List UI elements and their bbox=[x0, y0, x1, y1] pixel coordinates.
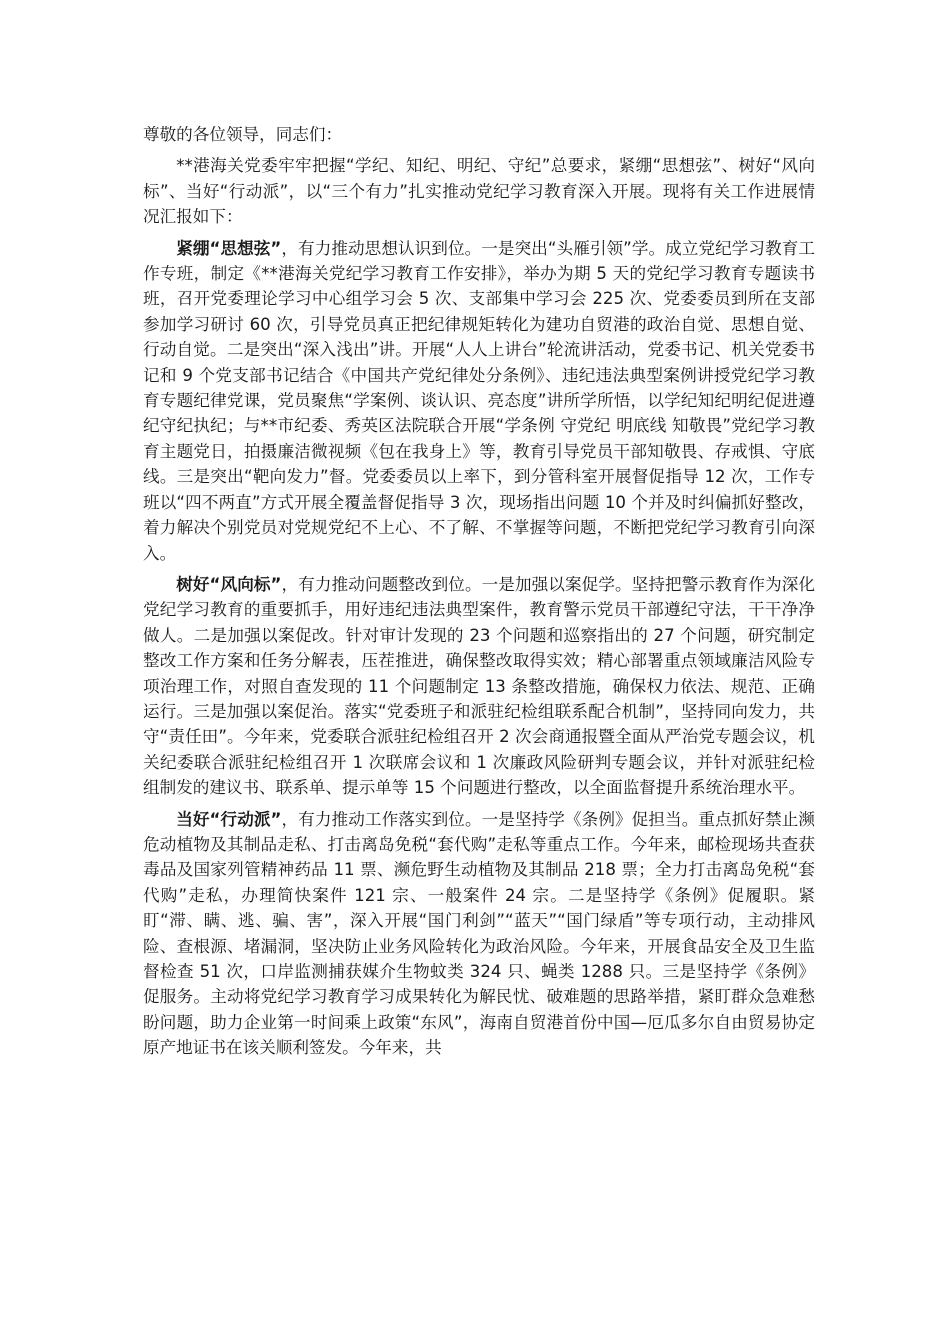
intro-paragraph: **港海关党委牢牢把握“学纪、知纪、明纪、守纪”总要求，紧绷“思想弦”、树好“风向标”、当好“行动派”，以“三个有力”扎实推动党纪学习教育深入开展。现将有关工作进展情况汇报如下： bbox=[143, 156, 815, 227]
greeting: 尊敬的各位领导，同志们： bbox=[143, 125, 343, 144]
section-heading-3: 当好“行动派” bbox=[176, 809, 282, 829]
section-body-2: ，有力推动问题整改到位。一是加强以案促学。坚持把警示教育作为深化党纪学习教育的重要抓手，用好违纪违法典型案件，教育警示党员干部遵纪守法，干干净净做人。二是加强以案促改。针对审计发现的 23 个问题和巡察指出的 27 个问题，研究制定整改工作方案和任务分解表，压茬推进，确保整改取得实效；精心部署重点领域廉洁风险专项治理工作，对照自查发现的 11 个问题制定 13 条整改措施，确保权力依法、规范、正确运行。三是加强以案促治。落实“党委班子和派驻纪检组联系配合机制”，坚持同向发力，共守“责任田”。今年来，党委联合派驻纪检组召开 2 次会商通报暨全面从严治党专题会议，机关纪委联合派驻纪检组召开 1 次联席会议和 1 次廉政风险研判专题会议，并针对派驻纪检组制发的建议书、联系单、提示单等 15 个问题进行整改，以全面监督提升系统治理水平。 bbox=[143, 574, 816, 798]
section-heading-1: 紧绷“思想弦” bbox=[176, 238, 282, 258]
section-heading-2: 树好“风向标” bbox=[176, 574, 282, 594]
section-paragraph-2 bbox=[143, 572, 815, 801]
section-body-1: ，有力推动思想认识到位。一是突出“头雁引领”学。成立党纪学习教育工作专班，制定《**港海关党纪学习教育工作安排》，举办为期 5 天的党纪学习教育专题读书班，召开党委理论学习中心组学习会 5 次、支部集中学习会 225 次、党委委员到所在支部参加学习研讨 60 次，引导党员真正把纪律规矩转化为建功自贸港的政治自觉、思想自觉、行动自觉。二是突出“深入浅出”讲。开展“人人上讲台”轮流讲活动，党委书记、机关党委书记和 9 个党支部书记结合《中国共产党纪律处分条例》、违纪违法典型案例讲授党纪学习教育专题纪律党课，党员聚焦“学案例、谈认识、亮态度”讲所学所悟，以学纪知纪明纪促进遵纪守纪执纪；与**市纪委、秀英区法院联合开展“学条例 守党纪 明底线 知敬畏”党纪学习教育主题党日，拍摄廉洁微视频《包在我身上》等，教育引导党员干部知敬畏、存戒惧、守底线。三是突出“靶向发力”督。党委委员以上率下，到分管科室开展督促指导 12 次，工作专班以“四不两直”方式开展全覆盖督促指导 3 次，现场指出问题 10 个并及时纠偏抓好整改，着力解决个别党员对党规党纪不上心、不了解、不掌握等问题，不断把党纪学习教育引向深入。 bbox=[143, 238, 815, 563]
document-page bbox=[143, 122, 815, 1067]
section-paragraph-1 bbox=[143, 236, 815, 566]
section-paragraph-3 bbox=[143, 807, 815, 1061]
section-body-3: ，有力推动工作落实到位。一是坚持学《条例》促担当。重点抓好禁止濒危动植物及其制品走私、打击离岛免税“套代购”走私等重点工作。今年来，邮检现场共查获毒品及国家列管精神药品 11 票、濒危野生动植物及其制品 218 票；全力打击离岛免税“套代购”走私，办理简快案件 121 宗、一般案件 24 宗。二是坚持学《条例》促履职。紧盯“滞、瞒、逃、骗、害”，深入开展“国门利剑”“蓝天”“国门绿盾”等专项行动，主动排风险、查根源、堵漏洞，坚决防止业务风险转化为政治风险。今年来，开展食品安全及卫生监督检查 51 次，口岸监测捕获媒介生物蚊类 324 只、蝇类 1288 只。三是坚持学《条例》促服务。主动将党纪学习教育学习成果转化为解民忧、破难题的思路举措，紧盯群众急难愁盼问题，助力企业第一时间乘上政策“东风”，海南自贸港首份中国—厄瓜多尔自由贸易协定原产地证书在该关顺利签发。今年来，共 bbox=[143, 809, 816, 1058]
